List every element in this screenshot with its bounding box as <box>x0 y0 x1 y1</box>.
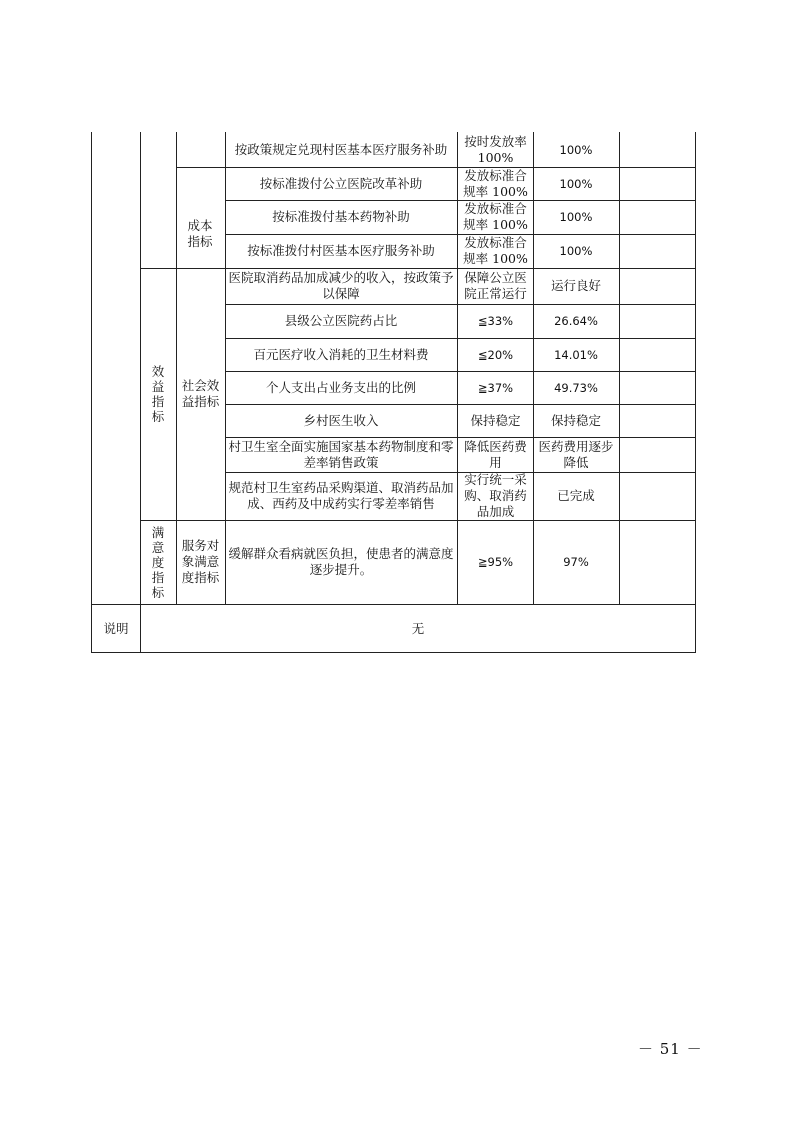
indicator-actual: 医药费用逐步降低 <box>538 438 614 470</box>
indicator-item: 医院取消药品加成减少的收入，按政策予以保障 <box>228 270 454 301</box>
indicator-item: 缓解群众看病就医负担，使患者的满意度逐步提升。 <box>228 546 454 577</box>
indicator-target: 发放标准合规率 100% <box>463 201 528 232</box>
indicator-target: ≦20% <box>477 347 514 362</box>
satisfaction-indicator-label: 满意度指标 <box>151 524 165 600</box>
indicator-target: ≧37% <box>477 380 514 395</box>
indicator-target: 保障公立医院正常运行 <box>464 270 527 301</box>
indicator-actual: 14.01% <box>554 347 598 362</box>
indicator-item: 规范村卫生室药品采购渠道、取消药品加成、西药及中成药实行零差率销售 <box>228 480 454 511</box>
indicator-actual: 已完成 <box>557 488 595 503</box>
note-label: 说明 <box>103 620 129 636</box>
service-satisfaction-label: 服务对象满意度指标 <box>181 538 220 585</box>
social-benefit-label: 社会效益指标 <box>181 378 220 409</box>
indicator-item: 县级公立医院药占比 <box>284 313 398 328</box>
indicator-item: 个人支出占业务支出的比例 <box>265 379 416 395</box>
indicator-target: 发放标准合规率 100% <box>463 167 528 199</box>
cost-indicator-label: 成本指标 <box>187 218 213 249</box>
indicator-target: 降低医药费用 <box>464 438 527 470</box>
indicator-item: 按标准拨付村医基本医疗服务补助 <box>247 243 435 258</box>
indicator-target: 保持稳定 <box>470 412 521 428</box>
indicator-target: ≦33% <box>477 314 514 328</box>
indicator-actual: 100% <box>559 244 593 258</box>
indicator-item: 按标准拨付基本药物补助 <box>272 209 410 224</box>
page-number: － 51 － <box>638 1040 703 1058</box>
indicator-actual: 100% <box>559 176 593 191</box>
indicator-actual: 49.73% <box>554 380 598 395</box>
indicator-item: 百元医疗收入消耗的卫生材料费 <box>253 346 429 362</box>
indicator-item: 按政策规定兑现村医基本医疗服务补助 <box>234 141 448 157</box>
indicator-actual: 保持稳定 <box>550 412 601 428</box>
indicator-actual: 运行良好 <box>550 278 601 293</box>
indicator-target: ≧95% <box>477 555 514 569</box>
indicator-actual: 100% <box>559 142 593 157</box>
indicator-item: 按标准拨付公立医院改革补助 <box>259 175 423 191</box>
note-value: 无 <box>411 620 425 636</box>
indicator-actual: 100% <box>559 210 593 224</box>
indicator-actual: 97% <box>563 555 589 569</box>
indicator-target: 实行统一采购、取消药品加成 <box>464 472 527 519</box>
indicator-item: 村卫生室全面实施国家基本药物制度和零差率销售政策 <box>228 438 454 470</box>
indicator-item: 乡村医生收入 <box>303 412 379 428</box>
indicator-target: 按时发放率100% <box>464 133 527 165</box>
indicator-actual: 26.64% <box>554 314 598 328</box>
indicator-target: 发放标准合规率 100% <box>463 235 528 266</box>
benefit-indicator-label: 效益指标 <box>151 364 165 424</box>
